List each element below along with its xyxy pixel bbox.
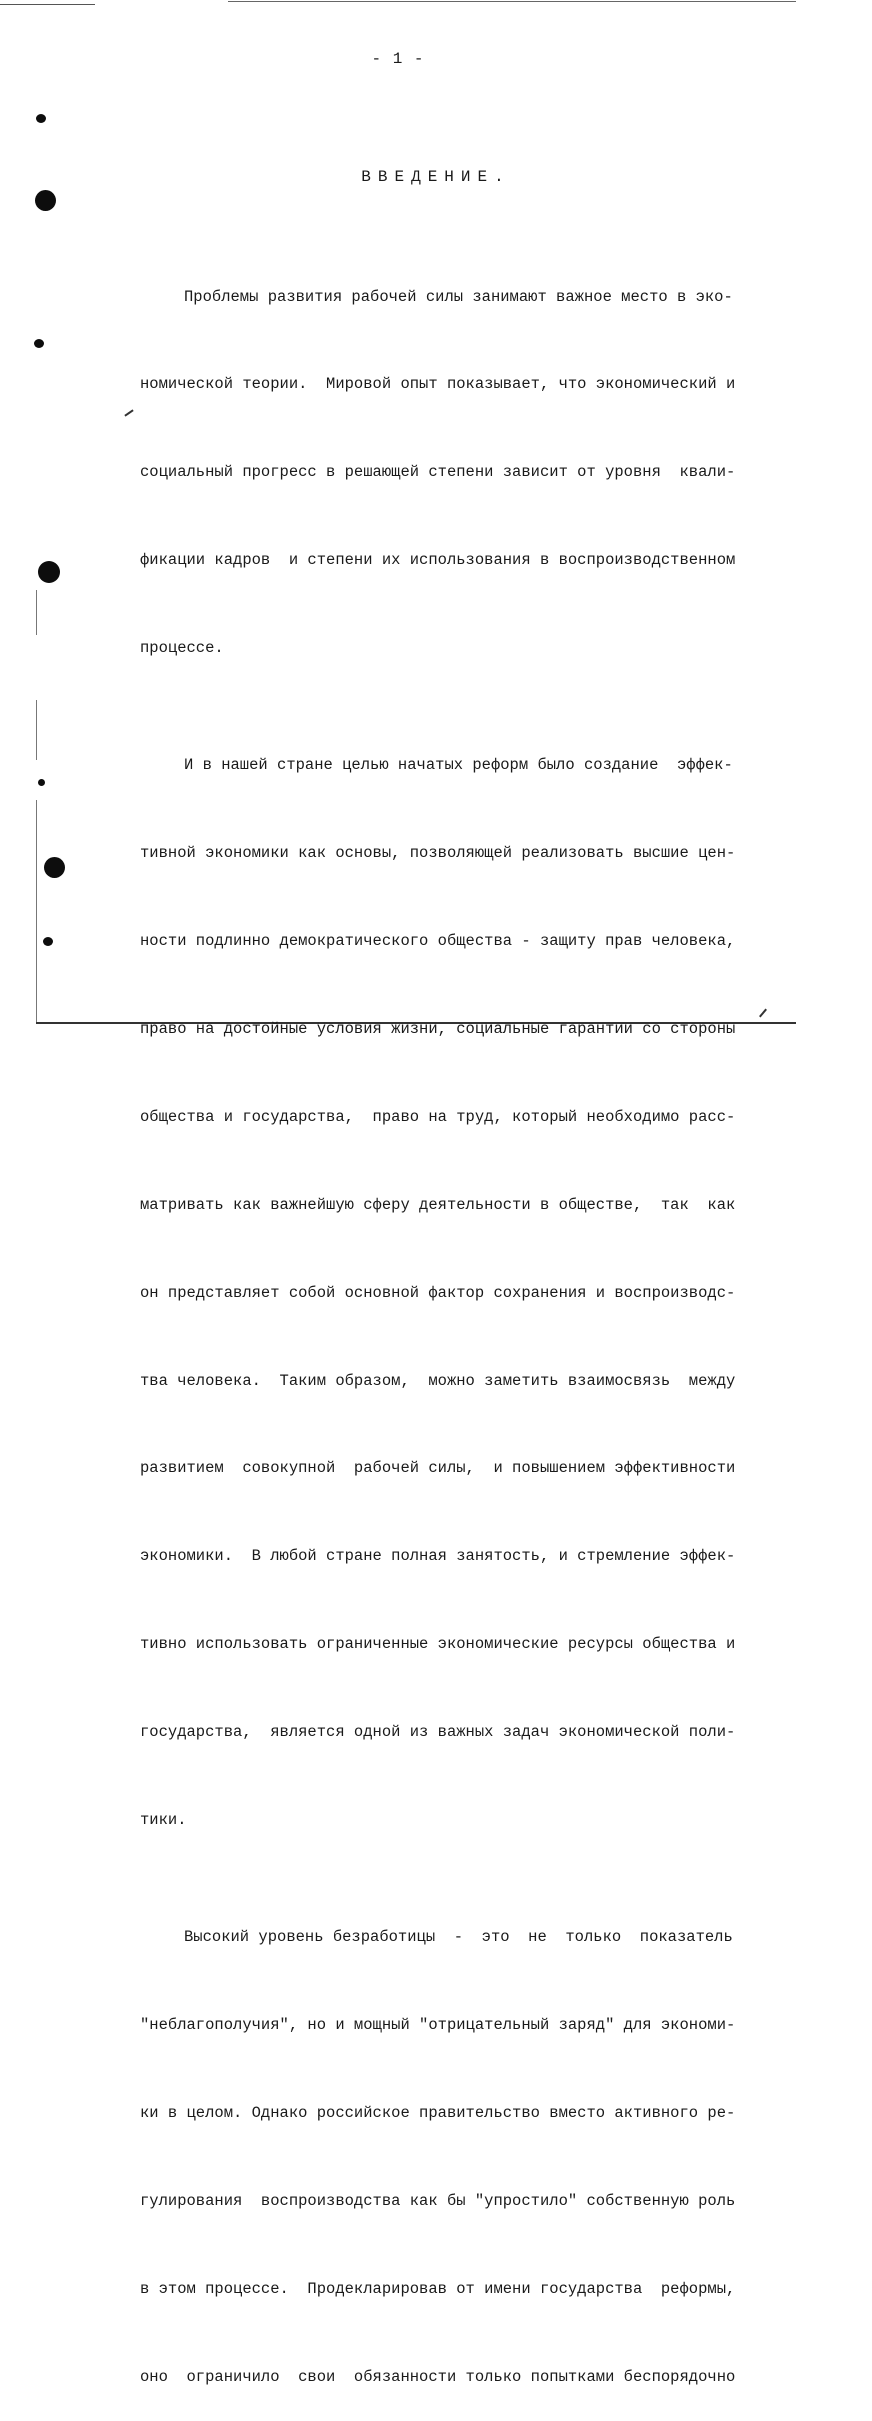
page-number: - 1 -: [371, 50, 425, 68]
binder-hole-mark: [36, 114, 46, 123]
text-line: тики.: [140, 1811, 187, 1830]
text-line: процессе.: [140, 639, 224, 658]
text-line: номической теории. Мировой опыт показывает, что экономический и: [140, 375, 736, 394]
text-line: тивно использовать ограниченные экономические ресурсы общества и: [140, 1635, 736, 1654]
text-line: фикации кадров и степени их использования в воспроизводственном: [140, 551, 736, 570]
binder-hole: [38, 561, 60, 583]
margin-line: [36, 590, 37, 635]
text-line: тва человека. Таким образом, можно заметить взаимосвязь между: [140, 1371, 736, 1390]
text-line: И в нашей стране целью начатых реформ было создание эффек-: [184, 756, 733, 775]
text-line: Проблемы развития рабочей силы занимают важное место в эко-: [184, 287, 733, 306]
section-heading: ВВЕДЕНИЕ.: [361, 168, 511, 186]
text-line: "неблагополучия", но и мощный "отрицательный заряд" для экономи-: [140, 2016, 736, 2035]
text-line: тивной экономики как основы, позволяющей реализовать высшие цен-: [140, 844, 736, 863]
binder-hole-mark: [34, 339, 44, 348]
binder-hole: [35, 190, 56, 211]
text-line: матривать как важнейшую сферу деятельности в обществе, так как: [140, 1195, 736, 1214]
text-line: Высокий уровень безработицы - это не только показатель: [184, 1928, 733, 1947]
margin-line: [36, 800, 37, 1022]
binder-hole-mark: [43, 937, 53, 946]
text-line: право на достойные условия жизни, социальные гарантии со стороны: [140, 1020, 736, 1039]
corner-mark: [759, 1009, 767, 1018]
binder-hole: [44, 857, 65, 878]
pencil-mark: [124, 409, 133, 416]
text-line: ности подлинно демократического общества - защиту прав человека,: [140, 932, 736, 951]
text-line: общества и государства, право на труд, который необходимо расс-: [140, 1107, 736, 1126]
text-line: в этом процессе. Продекларировав от имени государства реформы,: [140, 2279, 736, 2298]
margin-line: [36, 700, 37, 760]
top-left-rule: [0, 4, 95, 5]
text-line: государства, является одной из важных задач экономической поли-: [140, 1723, 736, 1742]
text-line: ки в целом. Однако российское правительство вместо активного ре-: [140, 2104, 736, 2122]
top-right-rule: [228, 1, 796, 2]
text-line: социальный прогресс в решающей степени зависит от уровня квали-: [140, 463, 736, 482]
text-line: развитием совокупной рабочей силы, и повышением эффективности: [140, 1459, 736, 1478]
binder-hole-mark: [38, 779, 45, 786]
text-line: гулирования воспроизводства как бы "упростило" собственную роль: [140, 2191, 736, 2210]
body-text: [140, 224, 740, 2421]
text-line: он представляет собой основной фактор сохранения и воспроизводс-: [140, 1283, 736, 1302]
text-line: оно ограничило свои обязанности только попытками беспорядочно: [140, 2367, 736, 2386]
text-line: экономики. В любой стране полная занятость, и стремление эффек-: [140, 1547, 736, 1566]
